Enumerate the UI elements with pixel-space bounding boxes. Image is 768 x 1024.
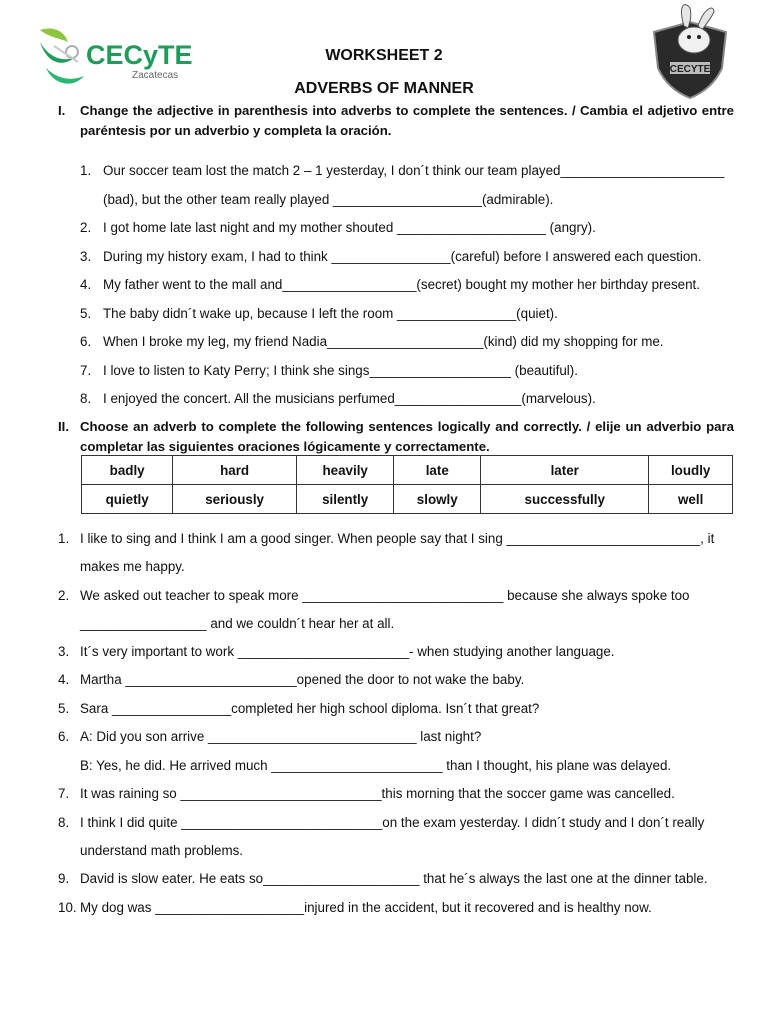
- item-number: 2.: [58, 588, 70, 603]
- word-bank-cell: quietly: [82, 485, 173, 514]
- item-number: 4.: [80, 277, 92, 292]
- item-number: 6.: [58, 729, 70, 744]
- item-text: It´s very important to work _______________________- when studying another language.: [80, 644, 615, 659]
- item-text: (bad), but the other team really played ____________________(admirable).: [103, 192, 554, 207]
- item-text: makes me happy.: [80, 559, 185, 574]
- item-text: My dog was ____________________injured in the accident, but it recovered and is healthy now.: [80, 900, 652, 915]
- item-number: 7.: [58, 786, 70, 801]
- item-text: When I broke my leg, my friend Nadia_____________________(kind) did my shopping for me.: [103, 334, 664, 349]
- item-number: 1.: [80, 163, 92, 178]
- item-number: 7.: [80, 363, 92, 378]
- svg-text:CECYTE: CECYTE: [669, 64, 711, 75]
- item-text: I like to sing and I think I am a good singer. When people say that I sing __________________________, it: [80, 531, 715, 546]
- item-number: 8.: [80, 391, 92, 406]
- item-text: Martha _______________________opened the door to not wake the baby.: [80, 672, 525, 687]
- item-number: 6.: [80, 334, 92, 349]
- logo-sub-text: Zacatecas: [132, 70, 179, 81]
- item-text: _________________ and we couldn´t hear her at all.: [80, 616, 395, 631]
- item-number: 3.: [58, 644, 70, 659]
- word-bank-cell: heavily: [296, 456, 393, 485]
- word-bank-cell: later: [481, 456, 649, 485]
- item-text: I enjoyed the concert. All the musicians perfumed_________________(marvelous).: [103, 391, 596, 406]
- section-2-text: Choose an adverb to complete the following sentences logically and correctly. / elije un adverbio para completar las siguientes oraciones lógicamente y correctamente.: [80, 419, 734, 454]
- item-text: Our soccer team lost the match 2 – 1 yesterday, I don´t think our team played______________________: [103, 163, 725, 178]
- word-bank-cell: silently: [296, 485, 393, 514]
- section-1-text: Change the adjective in parenthesis into adverbs to complete the sentences. / Cambia el adjetivo entre paréntesis por un adverbio y completa la oración.: [80, 103, 734, 138]
- section-2-number: II.: [58, 419, 69, 434]
- worksheet-subtitle: ADVERBS OF MANNER: [294, 80, 474, 97]
- word-bank-row: [82, 485, 733, 514]
- word-bank-cell: successfully: [481, 485, 649, 514]
- adverb-word-bank: [81, 455, 733, 514]
- word-bank-cell: hard: [173, 456, 297, 485]
- item-text: We asked out teacher to speak more ___________________________ because she always spoke too: [80, 588, 690, 603]
- word-bank-cell: seriously: [173, 485, 297, 514]
- item-text: A: Did you son arrive ____________________________ last night?: [80, 729, 482, 744]
- item-number: 8.: [58, 815, 70, 830]
- item-number: 3.: [80, 249, 92, 264]
- word-bank-cell: badly: [82, 456, 173, 485]
- item-number: 5.: [80, 306, 92, 321]
- item-text: I think I did quite ___________________________on the exam yesterday. I didn´t study and I don´t really: [80, 815, 705, 830]
- item-number: 4.: [58, 672, 70, 687]
- item-text: During my history exam, I had to think ________________(careful) before I answered each question.: [103, 249, 702, 264]
- item-text: It was raining so ___________________________this morning that the soccer game was cancelled.: [80, 786, 675, 801]
- item-number: 5.: [58, 701, 70, 716]
- item-text: Sara ________________completed her high school diploma. Isn´t that great?: [80, 701, 540, 716]
- word-bank-cell: loudly: [649, 456, 733, 485]
- word-bank-cell: slowly: [394, 485, 481, 514]
- item-number: 10.: [58, 900, 77, 915]
- item-text: B: Yes, he did. He arrived much _______________________ than I thought, his plane was delayed.: [80, 758, 672, 773]
- item-text: I love to listen to Katy Perry; I think she sings___________________ (beautiful).: [103, 363, 578, 378]
- item-number: 2.: [80, 220, 92, 235]
- item-text: The baby didn´t wake up, because I left the room ________________(quiet).: [103, 306, 558, 321]
- word-bank-row: [82, 456, 733, 485]
- item-number: 1.: [58, 531, 70, 546]
- item-number: 9.: [58, 871, 70, 886]
- item-text: My father went to the mall and__________________(secret) bought my mother her birthday present.: [103, 277, 700, 292]
- item-text: understand math problems.: [80, 843, 244, 858]
- section-1-number: I.: [58, 103, 66, 118]
- item-text: David is slow eater. He eats so_____________________ that he´s always the last one at the dinner table.: [80, 871, 708, 886]
- word-bank-cell: late: [394, 456, 481, 485]
- word-bank-cell: well: [649, 485, 733, 514]
- worksheet-title: WORKSHEET 2: [325, 47, 443, 64]
- logo-brand-text: CECyTE: [86, 40, 193, 70]
- item-text: I got home late last night and my mother shouted ____________________ (angry).: [103, 220, 596, 235]
